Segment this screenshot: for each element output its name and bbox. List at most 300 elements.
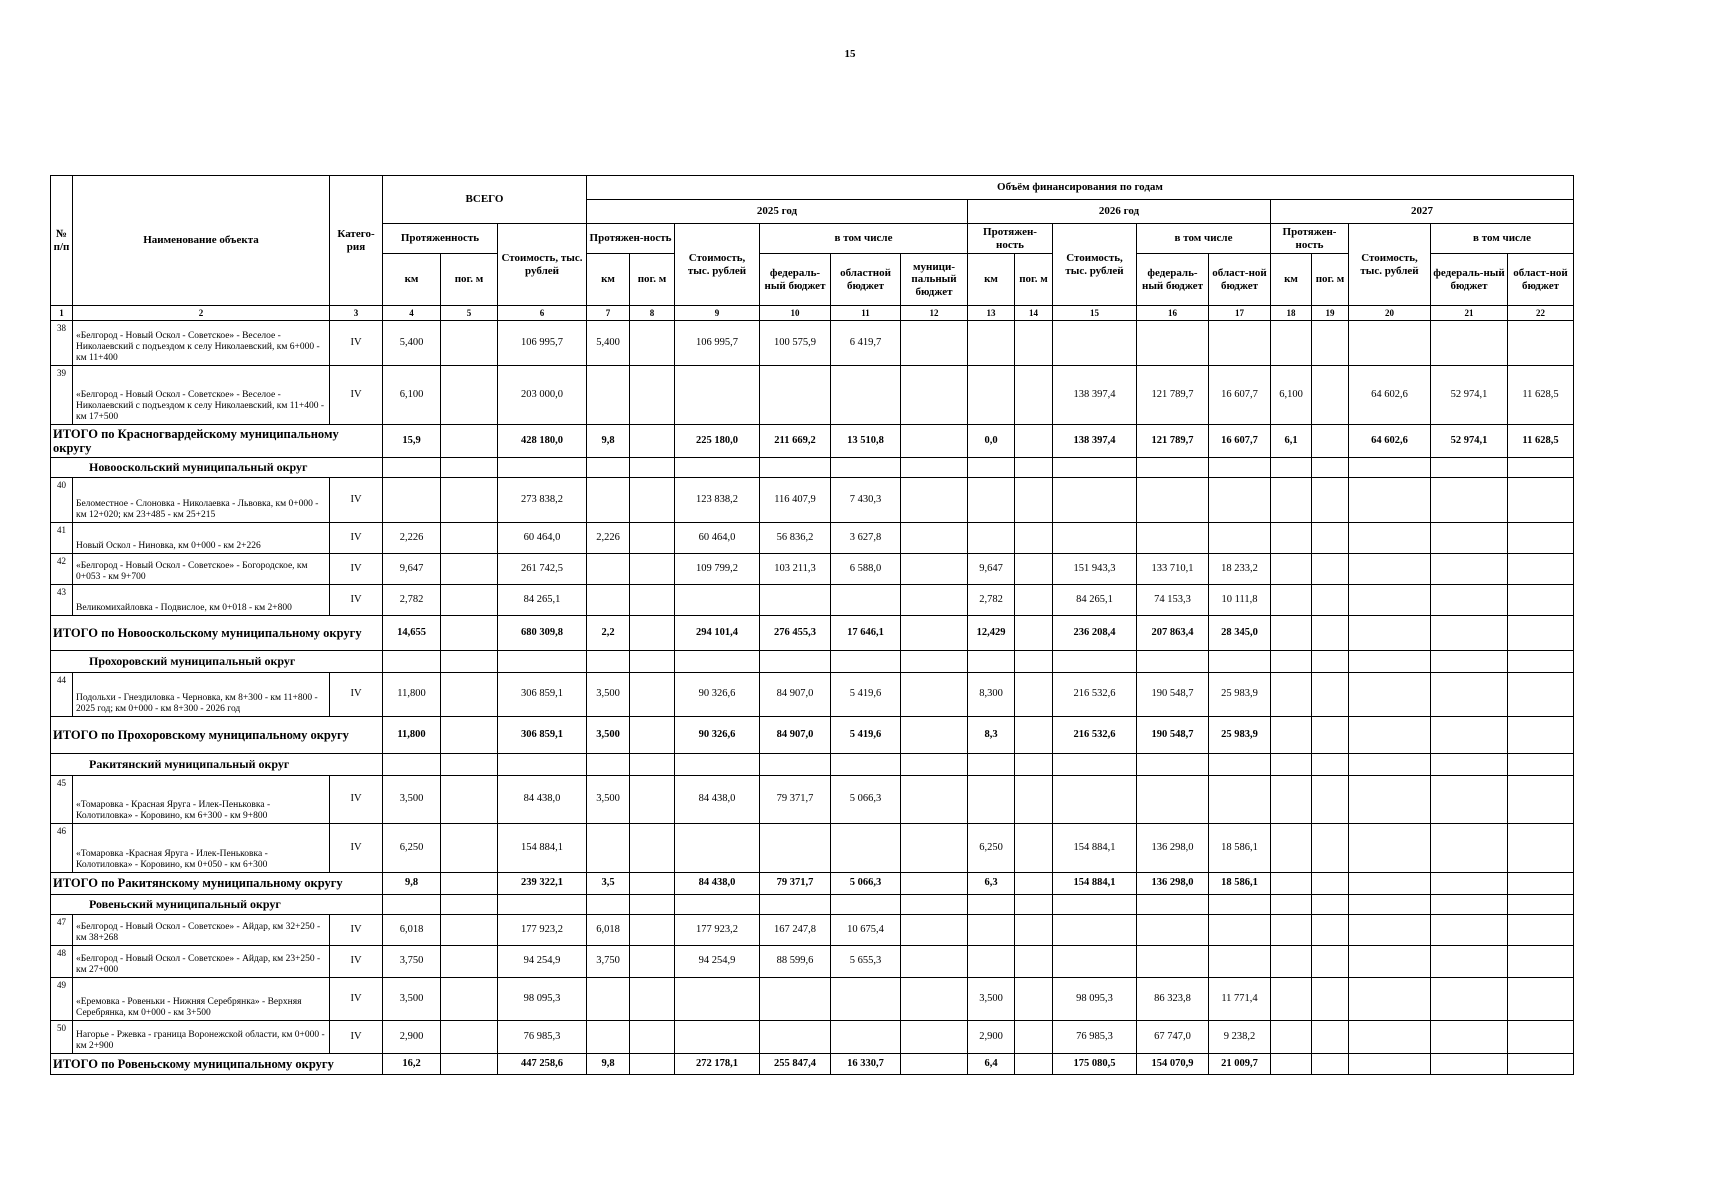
table-cell <box>901 321 968 366</box>
table-cell: 9 238,2 <box>1209 1021 1271 1054</box>
section-row <box>51 651 1574 673</box>
table-cell <box>441 458 498 478</box>
table-cell: 84 265,1 <box>1053 585 1137 616</box>
table-cell <box>1271 673 1312 717</box>
table-cell: 207 863,4 <box>1137 616 1209 651</box>
table-cell <box>901 478 968 523</box>
table-cell <box>1015 824 1053 873</box>
row-number: 39 <box>51 366 73 425</box>
header-including-2026: в том числе <box>1137 224 1271 254</box>
table-cell <box>1508 717 1574 754</box>
table-cell <box>1508 523 1574 554</box>
column-number: 22 <box>1508 306 1574 321</box>
table-cell <box>1431 1021 1508 1054</box>
table-cell <box>1209 458 1271 478</box>
table-cell: 121 789,7 <box>1137 425 1209 458</box>
table-cell <box>760 978 831 1021</box>
table-cell: 106 995,7 <box>675 321 760 366</box>
table-cell <box>441 873 498 895</box>
table-cell <box>630 554 675 585</box>
row-number: 46 <box>51 824 73 873</box>
total-label: ИТОГО по Прохоровскому муниципальному округу <box>51 717 383 754</box>
column-number: 15 <box>1053 306 1137 321</box>
table-cell <box>1015 915 1053 946</box>
table-cell <box>760 458 831 478</box>
table-cell: IV <box>330 915 383 946</box>
table-cell <box>1015 366 1053 425</box>
table-cell <box>1508 616 1574 651</box>
table-cell: 8,3 <box>968 717 1015 754</box>
object-name: «Томаровка - Красная Яруга - Илек-Пеньковка - Колотиловка» - Коровино, км 6+300 - км 9+800 <box>73 776 330 824</box>
table-cell: 28 345,0 <box>1209 616 1271 651</box>
column-number: 21 <box>1431 306 1508 321</box>
table-cell: 6 588,0 <box>831 554 901 585</box>
table-cell <box>383 651 441 673</box>
table-cell <box>1312 824 1349 873</box>
header-col-category: Катего-рия <box>330 176 383 306</box>
table-cell <box>1312 1054 1349 1075</box>
table-cell: 136 298,0 <box>1137 824 1209 873</box>
table-row <box>51 585 1574 616</box>
table-cell: 21 009,7 <box>1209 1054 1271 1075</box>
table-cell: 6,1 <box>1271 425 1312 458</box>
table-cell: 2,782 <box>383 585 441 616</box>
table-cell: 136 298,0 <box>1137 873 1209 895</box>
table-cell <box>383 478 441 523</box>
section-title: Новооскольский муниципальный округ <box>51 458 383 478</box>
table-cell <box>1312 915 1349 946</box>
row-number: 49 <box>51 978 73 1021</box>
table-cell <box>1312 651 1349 673</box>
table-cell <box>1137 321 1209 366</box>
table-cell: 90 326,6 <box>675 673 760 717</box>
table-cell: 0,0 <box>968 425 1015 458</box>
table-cell <box>1508 978 1574 1021</box>
header-financing-group: Объём финансирования по годам <box>587 176 1574 200</box>
table-cell <box>1349 321 1431 366</box>
table-cell: 138 397,4 <box>1053 425 1137 458</box>
table-cell <box>1312 478 1349 523</box>
table-cell <box>968 946 1015 978</box>
table-row <box>51 915 1574 946</box>
table-cell: 16 330,7 <box>831 1054 901 1075</box>
table-cell: 84 438,0 <box>675 776 760 824</box>
row-number: 48 <box>51 946 73 978</box>
table-cell <box>630 616 675 651</box>
table-cell: IV <box>330 1021 383 1054</box>
financing-table-wrapper <box>50 175 1574 1075</box>
table-cell: 16 607,7 <box>1209 366 1271 425</box>
table-cell <box>1053 915 1137 946</box>
table-cell <box>1271 523 1312 554</box>
table-cell <box>1015 651 1053 673</box>
table-cell <box>831 458 901 478</box>
table-cell <box>498 458 587 478</box>
table-cell: 84 907,0 <box>760 717 831 754</box>
table-cell: 239 322,1 <box>498 873 587 895</box>
table-cell <box>901 1054 968 1075</box>
table-cell <box>1431 554 1508 585</box>
table-cell: 9,647 <box>383 554 441 585</box>
table-cell <box>587 458 630 478</box>
table-cell: 5 419,6 <box>831 717 901 754</box>
table-cell <box>1312 321 1349 366</box>
header-regional: област-ной бюджет <box>1209 254 1271 306</box>
table-cell <box>1015 478 1053 523</box>
table-cell: 3,500 <box>968 978 1015 1021</box>
table-cell <box>1015 754 1053 776</box>
row-number: 45 <box>51 776 73 824</box>
table-cell <box>1431 946 1508 978</box>
table-cell: 5 655,3 <box>831 946 901 978</box>
table-cell: 5 066,3 <box>831 873 901 895</box>
table-cell <box>441 673 498 717</box>
table-cell: 56 836,2 <box>760 523 831 554</box>
table-cell <box>1349 873 1431 895</box>
table-cell <box>441 1021 498 1054</box>
table-cell <box>1137 915 1209 946</box>
table-cell <box>630 366 675 425</box>
row-number: 44 <box>51 673 73 717</box>
header-col-no: № п/п <box>51 176 73 306</box>
header-pog-m: пог. м <box>441 254 498 306</box>
table-cell: 18 586,1 <box>1209 824 1271 873</box>
table-cell <box>1053 523 1137 554</box>
table-cell: 6 419,7 <box>831 321 901 366</box>
column-numbers-row <box>51 306 1574 321</box>
table-cell: 90 326,6 <box>675 717 760 754</box>
table-cell: 18 586,1 <box>1209 873 1271 895</box>
object-name: Подольхи - Гнездиловка - Черновка, км 8+300 - км 11+800 - 2025 год; км 0+000 - км 8+300 - 2026 год <box>73 673 330 717</box>
table-cell <box>441 425 498 458</box>
table-cell <box>1312 523 1349 554</box>
table-cell: 255 847,4 <box>760 1054 831 1075</box>
row-number: 40 <box>51 478 73 523</box>
table-cell: 121 789,7 <box>1137 366 1209 425</box>
table-cell: 64 602,6 <box>1349 366 1431 425</box>
header-km: км <box>968 254 1015 306</box>
table-cell <box>1271 321 1312 366</box>
table-cell: 84 438,0 <box>498 776 587 824</box>
table-cell <box>1349 1054 1431 1075</box>
table-cell <box>901 366 968 425</box>
table-cell <box>1312 946 1349 978</box>
table-cell <box>1271 915 1312 946</box>
table-cell: 6,3 <box>968 873 1015 895</box>
table-cell: 3,750 <box>383 946 441 978</box>
table-cell <box>1508 895 1574 915</box>
table-cell: 11,800 <box>383 673 441 717</box>
table-cell <box>1015 523 1053 554</box>
table-cell <box>1015 585 1053 616</box>
table-cell <box>1137 946 1209 978</box>
table-cell <box>1271 651 1312 673</box>
table-cell <box>968 776 1015 824</box>
table-cell <box>1508 478 1574 523</box>
table-cell: 84 907,0 <box>760 673 831 717</box>
table-cell <box>831 824 901 873</box>
table-cell <box>901 523 968 554</box>
table-cell: 16 607,7 <box>1209 425 1271 458</box>
table-cell <box>968 651 1015 673</box>
header-year-2027: 2027 <box>1271 200 1574 224</box>
row-number: 50 <box>51 1021 73 1054</box>
table-cell: IV <box>330 978 383 1021</box>
table-cell <box>831 651 901 673</box>
table-cell: 154 884,1 <box>1053 873 1137 895</box>
table-cell <box>1053 895 1137 915</box>
column-number: 7 <box>587 306 630 321</box>
table-cell <box>1349 978 1431 1021</box>
table-cell <box>630 895 675 915</box>
column-number: 12 <box>901 306 968 321</box>
table-cell <box>831 895 901 915</box>
table-cell <box>630 321 675 366</box>
table-cell <box>630 478 675 523</box>
table-cell <box>1508 915 1574 946</box>
object-name: «Томаровка -Красная Яруга - Илек-Пеньковка - Колотиловка» - Коровино, км 0+050 - км 6+300 <box>73 824 330 873</box>
table-cell: 94 254,9 <box>675 946 760 978</box>
object-name: «Белгород - Новый Оскол - Советское» - Веселое - Николаевский с подъездом к селу Николаевский, км 6+000 - км 11+400 <box>73 321 330 366</box>
table-cell <box>587 585 630 616</box>
table-cell <box>441 946 498 978</box>
table-cell: 447 258,6 <box>498 1054 587 1075</box>
table-cell: 680 309,8 <box>498 616 587 651</box>
table-cell <box>760 824 831 873</box>
table-cell: 7 430,3 <box>831 478 901 523</box>
table-cell <box>1053 776 1137 824</box>
table-row <box>51 946 1574 978</box>
row-number: 38 <box>51 321 73 366</box>
table-cell <box>383 754 441 776</box>
table-cell: 84 438,0 <box>675 873 760 895</box>
table-cell <box>760 1021 831 1054</box>
table-cell <box>901 754 968 776</box>
table-cell: 6,018 <box>587 915 630 946</box>
table-cell: 138 397,4 <box>1053 366 1137 425</box>
table-cell: 216 532,6 <box>1053 673 1137 717</box>
column-number: 5 <box>441 306 498 321</box>
financing-table <box>50 175 1574 1075</box>
table-cell: 190 548,7 <box>1137 717 1209 754</box>
section-row <box>51 458 1574 478</box>
column-number: 18 <box>1271 306 1312 321</box>
table-cell <box>675 651 760 673</box>
total-row <box>51 616 1574 651</box>
column-number: 13 <box>968 306 1015 321</box>
table-cell <box>1271 824 1312 873</box>
table-cell <box>760 754 831 776</box>
table-cell <box>1431 321 1508 366</box>
object-name: Нагорье - Ржевка - граница Воронежской области, км 0+000 - км 2+900 <box>73 1021 330 1054</box>
table-cell: 52 974,1 <box>1431 366 1508 425</box>
column-number: 10 <box>760 306 831 321</box>
table-cell <box>1209 915 1271 946</box>
section-row <box>51 895 1574 915</box>
table-cell <box>1271 478 1312 523</box>
header-pog-m: пог. м <box>1312 254 1349 306</box>
table-cell <box>1312 873 1349 895</box>
table-cell <box>1349 915 1431 946</box>
table-cell: 17 646,1 <box>831 616 901 651</box>
table-cell: 103 211,3 <box>760 554 831 585</box>
table-row <box>51 776 1574 824</box>
row-number: 47 <box>51 915 73 946</box>
table-cell <box>1015 946 1053 978</box>
table-cell: 11 628,5 <box>1508 425 1574 458</box>
table-cell <box>1431 458 1508 478</box>
table-cell <box>675 824 760 873</box>
column-number: 9 <box>675 306 760 321</box>
table-cell <box>1271 585 1312 616</box>
table-cell <box>1137 895 1209 915</box>
table-cell <box>1508 585 1574 616</box>
total-row <box>51 873 1574 895</box>
table-cell: 2,900 <box>968 1021 1015 1054</box>
table-cell <box>1349 478 1431 523</box>
table-cell <box>1508 824 1574 873</box>
object-name: «Белгород - Новый Оскол - Советское» - Богородское, км 0+053 - км 9+700 <box>73 554 330 585</box>
table-cell <box>675 1021 760 1054</box>
table-cell <box>1053 754 1137 776</box>
table-cell <box>901 651 968 673</box>
table-cell: 76 985,3 <box>498 1021 587 1054</box>
table-cell <box>1508 458 1574 478</box>
table-cell <box>441 523 498 554</box>
table-cell: 2,2 <box>587 616 630 651</box>
table-cell <box>1209 754 1271 776</box>
total-label: ИТОГО по Ровеньскому муниципальному округу <box>51 1054 383 1075</box>
table-row <box>51 554 1574 585</box>
table-cell <box>587 895 630 915</box>
table-cell: 272 178,1 <box>675 1054 760 1075</box>
table-cell: 9,8 <box>587 425 630 458</box>
header-federal: федераль-ный бюджет <box>760 254 831 306</box>
table-cell: 203 000,0 <box>498 366 587 425</box>
table-cell <box>441 651 498 673</box>
header-cost-total: Стоимость, тыс. рублей <box>498 224 587 306</box>
table-cell <box>968 754 1015 776</box>
table-cell <box>1431 915 1508 946</box>
table-cell <box>498 651 587 673</box>
table-row <box>51 366 1574 425</box>
table-cell <box>1312 366 1349 425</box>
table-cell <box>901 1021 968 1054</box>
table-cell: 9,8 <box>587 1054 630 1075</box>
table-cell <box>1508 651 1574 673</box>
table-cell <box>1271 754 1312 776</box>
table-cell: 3,500 <box>587 776 630 824</box>
total-label: ИТОГО по Красногвардейскому муниципальному округу <box>51 425 383 458</box>
table-cell <box>831 366 901 425</box>
table-cell <box>441 554 498 585</box>
header-total-group: ВСЕГО <box>383 176 587 224</box>
table-cell <box>1137 478 1209 523</box>
table-cell: 294 101,4 <box>675 616 760 651</box>
table-cell <box>441 478 498 523</box>
table-cell <box>675 978 760 1021</box>
table-cell <box>901 978 968 1021</box>
table-cell: IV <box>330 946 383 978</box>
table-cell: 3,500 <box>587 673 630 717</box>
table-cell <box>901 717 968 754</box>
table-row <box>51 523 1574 554</box>
table-cell <box>587 1021 630 1054</box>
table-cell <box>831 1021 901 1054</box>
header-length-total: Протяженность <box>383 224 498 254</box>
table-cell <box>630 585 675 616</box>
table-cell <box>1431 478 1508 523</box>
table-cell <box>968 458 1015 478</box>
table-cell <box>968 895 1015 915</box>
table-cell <box>630 425 675 458</box>
table-cell: 6,100 <box>383 366 441 425</box>
table-cell: 16,2 <box>383 1054 441 1075</box>
table-cell <box>587 824 630 873</box>
table-cell: 6,018 <box>383 915 441 946</box>
table-cell <box>901 585 968 616</box>
table-cell <box>1312 616 1349 651</box>
header-pog-m: пог. м <box>1015 254 1053 306</box>
table-cell <box>1349 673 1431 717</box>
section-row <box>51 754 1574 776</box>
table-row <box>51 321 1574 366</box>
table-cell <box>1271 1054 1312 1075</box>
table-cell <box>1431 978 1508 1021</box>
table-row <box>51 978 1574 1021</box>
table-cell: IV <box>330 321 383 366</box>
table-cell <box>1312 717 1349 754</box>
column-number: 14 <box>1015 306 1053 321</box>
table-cell: 151 943,3 <box>1053 554 1137 585</box>
table-cell <box>1015 895 1053 915</box>
table-cell <box>587 651 630 673</box>
table-cell <box>1053 458 1137 478</box>
table-cell <box>1053 478 1137 523</box>
table-cell <box>1271 717 1312 754</box>
table-cell: 154 884,1 <box>1053 824 1137 873</box>
table-cell <box>1015 1021 1053 1054</box>
table-cell <box>1508 754 1574 776</box>
table-cell <box>1271 946 1312 978</box>
table-cell: 94 254,9 <box>498 946 587 978</box>
table-cell <box>760 651 831 673</box>
table-cell: 2,226 <box>587 523 630 554</box>
table-cell: 98 095,3 <box>1053 978 1137 1021</box>
table-cell <box>901 946 968 978</box>
table-cell <box>1431 754 1508 776</box>
table-cell <box>1349 458 1431 478</box>
table-cell: 25 983,9 <box>1209 673 1271 717</box>
table-cell: 3,500 <box>587 717 630 754</box>
object-name: «Белгород - Новый Оскол - Советское» - Айдар, км 32+250 - км 38+268 <box>73 915 330 946</box>
table-cell <box>1431 895 1508 915</box>
table-cell <box>1431 873 1508 895</box>
table-cell <box>1508 776 1574 824</box>
column-number: 11 <box>831 306 901 321</box>
table-row <box>51 1021 1574 1054</box>
table-cell <box>1349 895 1431 915</box>
table-cell <box>1137 651 1209 673</box>
column-number: 4 <box>383 306 441 321</box>
table-cell: 190 548,7 <box>1137 673 1209 717</box>
table-cell <box>1053 946 1137 978</box>
header-length-2027: Протяжен-ность <box>1271 224 1349 254</box>
table-cell <box>630 946 675 978</box>
table-cell: 177 923,2 <box>498 915 587 946</box>
table-cell <box>901 425 968 458</box>
table-cell <box>1508 946 1574 978</box>
